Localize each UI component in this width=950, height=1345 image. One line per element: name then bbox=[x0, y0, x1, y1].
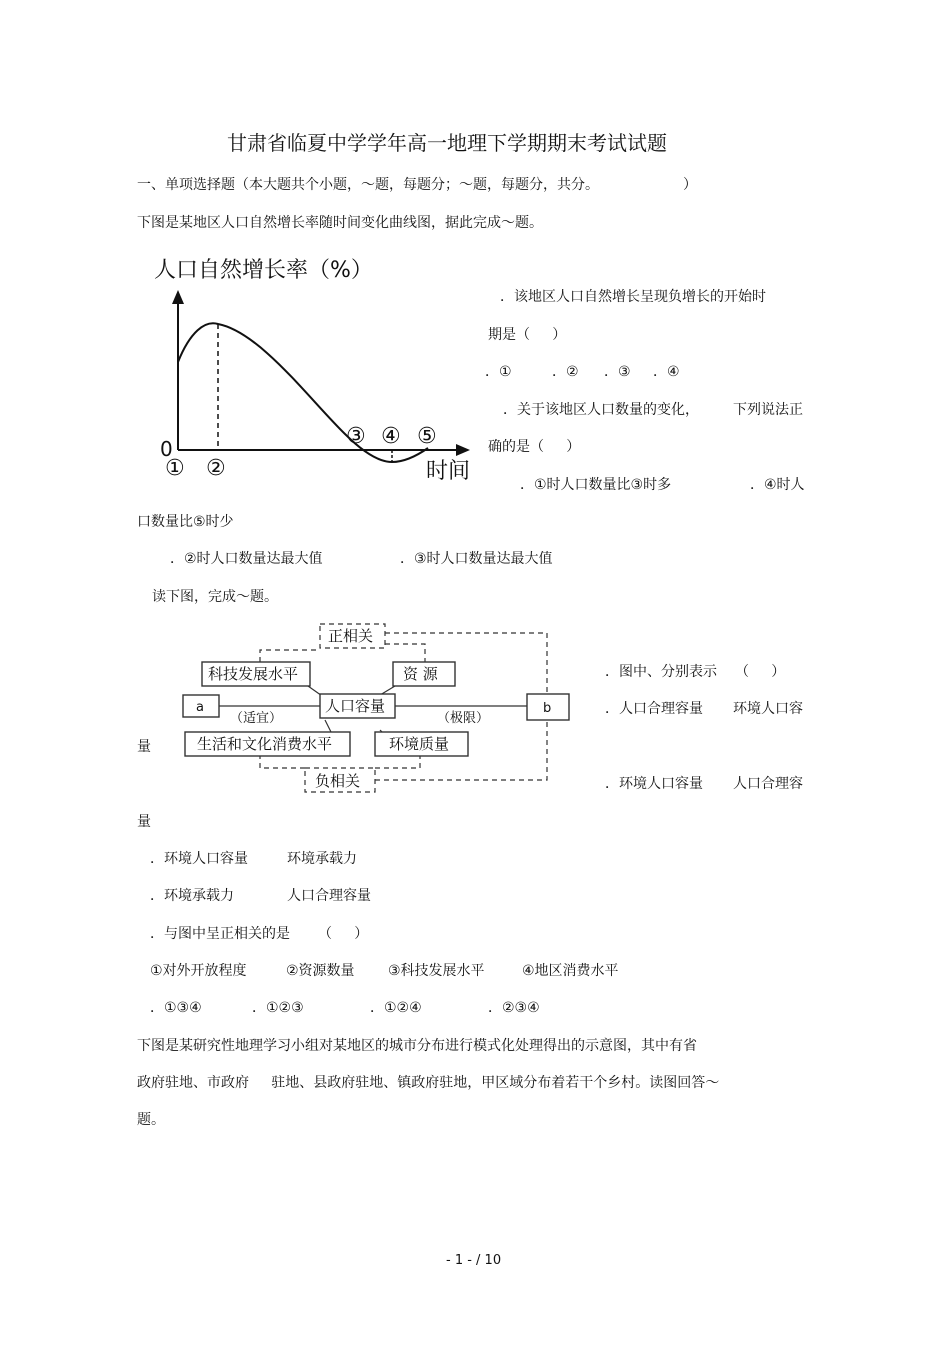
q2-option-b-part1: ．④时人 bbox=[750, 477, 805, 493]
intro-text-3-line1: 下图是某研究性地理学习小组对某地区的城市分布进行模式化处理得出的示意图，其中有省 bbox=[137, 1038, 697, 1054]
pos-label: 正相关 bbox=[328, 627, 374, 645]
q4-option-b: ．①②③ bbox=[252, 1000, 304, 1016]
growth-rate-chart bbox=[150, 250, 490, 490]
q2-option-a: ．①时人口数量比③时多 bbox=[520, 477, 672, 493]
b-label: b bbox=[543, 701, 552, 716]
chart-origin: 0 bbox=[160, 437, 173, 461]
q3-option-d-1: ．环境承载力 bbox=[150, 888, 234, 904]
q4-item-1: ①对外开放程度 bbox=[150, 963, 247, 979]
q4-item-2: ②资源数量 bbox=[286, 963, 355, 979]
res-label: 资 源 bbox=[403, 665, 438, 683]
pos-res-connector bbox=[385, 644, 425, 662]
q3-option-a-3: 量 bbox=[137, 739, 151, 755]
neg-label: 负相关 bbox=[315, 772, 361, 790]
q2-option-d: ．③时人口数量达最大值 bbox=[400, 551, 553, 567]
q4-item-3: ③科技发展水平 bbox=[388, 963, 485, 979]
page-title: 甘肃省临夏中学学年高一地理下学期期末考试试题 bbox=[227, 131, 667, 155]
q2-stem-line1: ．关于该地区人口数量的变化， bbox=[503, 402, 699, 418]
q4-option-a: ．①③④ bbox=[150, 1000, 202, 1016]
limit-label: （极限） bbox=[437, 711, 490, 726]
q4-option-d: ．②③④ bbox=[488, 1000, 540, 1016]
intro-text-3-line2: 政府驻地、市政府 驻地、县政府驻地、镇政府驻地，甲区域分布着若干个乡村。读图回答～ bbox=[137, 1075, 720, 1091]
intro-text-1: 下图是某地区人口自然增长率随时间变化曲线图，据此完成～题。 bbox=[137, 215, 543, 231]
q4-paren: （ ） bbox=[318, 926, 369, 942]
q1-option-c: ．③ bbox=[604, 364, 631, 380]
life-label: 生活和文化消费水平 bbox=[197, 735, 333, 753]
q3-paren: （ ） bbox=[735, 664, 786, 680]
intro-text-3-line3: 题。 bbox=[137, 1112, 165, 1128]
q1-option-a: ．① bbox=[485, 364, 512, 380]
q1-option-b: ．② bbox=[552, 364, 579, 380]
q2-option-b-part2: 口数量比⑤时少 bbox=[137, 514, 234, 530]
q2-option-c: ．②时人口数量达最大值 bbox=[170, 551, 323, 567]
q3-option-c-2: 环境承载力 bbox=[287, 851, 357, 867]
marker-4: ④ bbox=[381, 424, 401, 449]
section-heading: 一、单项选择题（本大题共个小题，～题，每题分；～题，每题分，共分。 bbox=[137, 177, 599, 193]
q2-stem-line2: 确的是（ ） bbox=[488, 439, 581, 455]
q3-option-a-2: 环境人口容 bbox=[733, 701, 803, 717]
q4-item-4: ④地区消费水平 bbox=[522, 963, 619, 979]
q3-option-b-3: 量 bbox=[137, 814, 151, 830]
pos-left-connector bbox=[260, 650, 320, 662]
a-label: a bbox=[196, 700, 204, 715]
q3-stem: ．图中、分别表示 bbox=[605, 664, 717, 680]
q4-stem: ．与图中呈正相关的是 bbox=[150, 926, 290, 942]
env-label: 环境质量 bbox=[389, 735, 450, 753]
y-axis-arrow bbox=[172, 290, 184, 304]
chart-ylabel: 人口自然增长率（%） bbox=[154, 258, 373, 283]
q3-option-a-1: ．人口合理容量 bbox=[605, 701, 703, 717]
chart-xlabel: 时间 bbox=[426, 459, 471, 484]
tech-label: 科技发展水平 bbox=[208, 665, 299, 683]
marker-3: ③ bbox=[346, 424, 366, 449]
intro-text-2: 读下图，完成～题。 bbox=[152, 589, 278, 605]
q3-option-c-1: ．环境人口容量 bbox=[150, 851, 248, 867]
section-heading-close: ） bbox=[683, 177, 697, 193]
marker-2: ② bbox=[206, 456, 226, 481]
q3-option-b-1: ．环境人口容量 bbox=[605, 776, 703, 792]
cap-label: 人口容量 bbox=[325, 697, 386, 715]
marker-1: ① bbox=[165, 456, 185, 481]
q2-stem-line1b: 下列说法正 bbox=[733, 402, 803, 418]
suit-label: （适宜） bbox=[230, 711, 283, 726]
marker-5: ⑤ bbox=[417, 424, 437, 449]
page-number: - 1 - / 10 bbox=[446, 1253, 502, 1268]
q4-option-c: ．①②④ bbox=[370, 1000, 422, 1016]
x-axis-arrow bbox=[456, 444, 470, 456]
q1-stem-line1: ．该地区人口自然增长呈现负增长的开始时 bbox=[500, 289, 766, 305]
population-capacity-diagram bbox=[175, 620, 595, 795]
q1-stem-line2: 期是（ ） bbox=[488, 327, 567, 343]
q1-option-d: ．④ bbox=[653, 364, 680, 380]
q3-option-b-2: 人口合理容 bbox=[733, 776, 803, 792]
q3-option-d-2: 人口合理容量 bbox=[287, 888, 371, 904]
